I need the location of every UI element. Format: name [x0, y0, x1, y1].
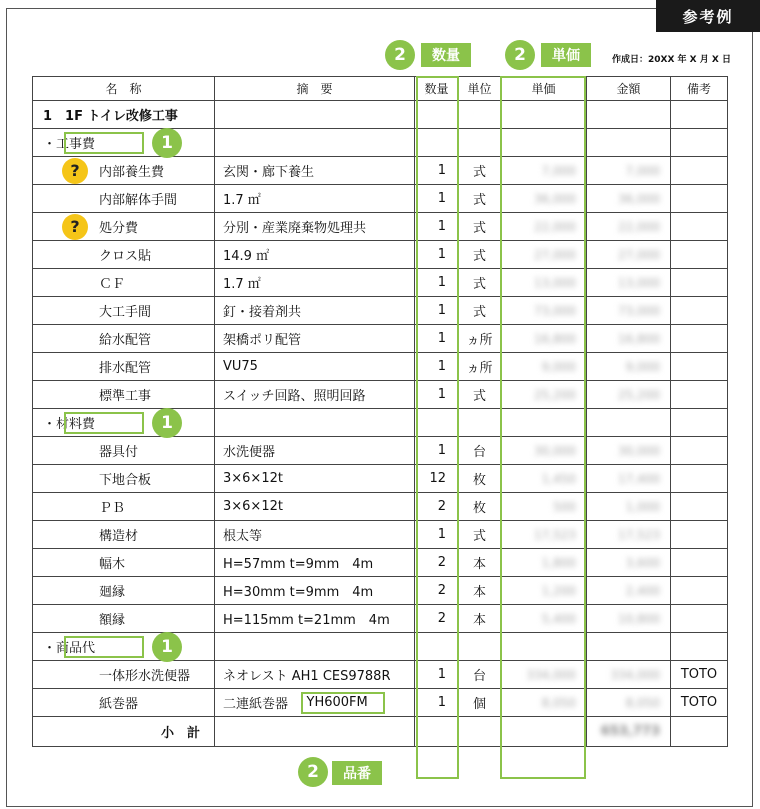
item-name: 下地合板: [33, 465, 215, 493]
callout-quantity-label: 数量: [421, 43, 471, 67]
item-name: 廻縁: [33, 577, 215, 605]
item-unit: 式: [459, 381, 501, 409]
item-amount: 13,000: [587, 269, 671, 297]
callout-1-icon: 1: [152, 632, 182, 662]
table-row: [33, 465, 728, 493]
item-description: スイッチ回路、照明回路: [215, 381, 415, 409]
item-remarks: [671, 465, 728, 493]
table-row: [33, 521, 728, 549]
item-description: H=115mm t=21mm 4m: [215, 605, 415, 633]
item-unit-price: 25,200: [501, 381, 587, 409]
item-unit: 本: [459, 605, 501, 633]
section-highlight: [64, 636, 144, 658]
product-number-highlight: YH600FM: [301, 692, 385, 714]
item-name: 大工手間: [33, 297, 215, 325]
table-row: [33, 269, 728, 297]
item-description: H=30mm t=9mm 4m: [215, 577, 415, 605]
item-quantity: 1: [415, 325, 459, 353]
item-remarks: [671, 185, 728, 213]
item-unit: 式: [459, 213, 501, 241]
item-remarks: [671, 521, 728, 549]
item-quantity: 1: [415, 381, 459, 409]
item-unit: 台: [459, 661, 501, 689]
item-quantity: 1: [415, 269, 459, 297]
item-description: 3×6×12t: [215, 465, 415, 493]
empty-cell: [587, 633, 671, 661]
item-remarks: [671, 577, 728, 605]
item-quantity: 1: [415, 213, 459, 241]
project-title: 1 1F トイレ改修工事: [33, 101, 215, 129]
item-quantity: 1: [415, 185, 459, 213]
item-description: ネオレスト AH1 CES9788R: [215, 661, 415, 689]
item-amount: 334,000: [587, 661, 671, 689]
callout-1-icon: 1: [152, 128, 182, 158]
item-remarks: [671, 549, 728, 577]
item-name: 内部養生費: [33, 157, 215, 185]
subtotal-row: [33, 717, 728, 747]
item-amount: 1,000: [587, 493, 671, 521]
item-quantity: 2: [415, 577, 459, 605]
item-remarks: [671, 353, 728, 381]
item-name: 排水配管: [33, 353, 215, 381]
empty-cell: [215, 633, 415, 661]
section-highlight: [64, 132, 144, 154]
callout-1-icon: 1: [152, 408, 182, 438]
item-unit-price: 500: [501, 493, 587, 521]
header-remarks: 備考: [671, 77, 728, 101]
reference-example-tag: 参考例: [656, 0, 760, 32]
item-name: クロス貼: [33, 241, 215, 269]
empty-cell: [587, 129, 671, 157]
item-unit: 式: [459, 185, 501, 213]
table-row: [33, 185, 728, 213]
empty-cell: [215, 129, 415, 157]
table-row: [33, 437, 728, 465]
item-unit: 枚: [459, 465, 501, 493]
callout-product-no-label: 品番: [332, 761, 382, 785]
item-unit: 本: [459, 549, 501, 577]
item-unit: 本: [459, 577, 501, 605]
item-amount: 17,400: [587, 465, 671, 493]
item-unit-price: 73,000: [501, 297, 587, 325]
item-amount: 16,800: [587, 325, 671, 353]
item-description: 玄関・廊下養生: [215, 157, 415, 185]
item-unit-price: 1,200: [501, 577, 587, 605]
table-row: [33, 549, 728, 577]
item-name: 額縁: [33, 605, 215, 633]
item-remarks: [671, 241, 728, 269]
callout-2-unit-price-icon: 2: [505, 40, 535, 70]
item-name: 一体形水洗便器: [33, 661, 215, 689]
item-amount: 8,050: [587, 689, 671, 717]
item-unit: 式: [459, 241, 501, 269]
item-amount: 36,000: [587, 185, 671, 213]
table-row: [33, 213, 728, 241]
item-amount: 30,000: [587, 437, 671, 465]
item-remarks: [671, 157, 728, 185]
header-unit-price: 単価: [501, 77, 587, 101]
item-description: 1.7 ㎡: [215, 269, 415, 297]
item-unit-price: 9,000: [501, 353, 587, 381]
item-name: 構造材: [33, 521, 215, 549]
callout-2-quantity-icon: 2: [385, 40, 415, 70]
item-description: 釘・接着剤共: [215, 297, 415, 325]
item-amount: 17,523: [587, 521, 671, 549]
item-quantity: 1: [415, 297, 459, 325]
item-unit: 式: [459, 521, 501, 549]
item-unit-price: 334,000: [501, 661, 587, 689]
item-unit: ヵ所: [459, 353, 501, 381]
item-quantity: 2: [415, 605, 459, 633]
item-name: 標準工事: [33, 381, 215, 409]
item-quantity: 1: [415, 661, 459, 689]
section-highlight: [64, 412, 144, 434]
item-quantity: 1: [415, 353, 459, 381]
section-title: ・材料費: [33, 409, 215, 437]
item-remarks: [671, 325, 728, 353]
table-row: [33, 353, 728, 381]
item-name: 内部解体手間: [33, 185, 215, 213]
item-name: 幅木: [33, 549, 215, 577]
item-remarks: [671, 381, 728, 409]
empty-cell: [215, 717, 415, 747]
empty-cell: [459, 633, 501, 661]
item-unit-price: 22,000: [501, 213, 587, 241]
empty-cell: [671, 409, 728, 437]
item-name: ＰＢ: [33, 493, 215, 521]
item-unit-price: 5,400: [501, 605, 587, 633]
item-remarks: [671, 297, 728, 325]
empty-cell: [459, 409, 501, 437]
item-description: 分別・産業廃棄物処理共: [215, 213, 415, 241]
item-remarks: [671, 269, 728, 297]
item-amount: 9,000: [587, 353, 671, 381]
item-description: 架橋ポリ配管: [215, 325, 415, 353]
table-row: [33, 157, 728, 185]
header-name: 名 称: [33, 77, 215, 101]
table-row: [33, 661, 728, 689]
project-row: [33, 101, 728, 129]
item-description: H=57mm t=9mm 4m: [215, 549, 415, 577]
item-description: 1.7 ㎡: [215, 185, 415, 213]
item-name: 処分費: [33, 213, 215, 241]
item-remarks: [671, 605, 728, 633]
empty-cell: [671, 129, 728, 157]
item-unit-price: 1,800: [501, 549, 587, 577]
item-quantity: 2: [415, 493, 459, 521]
item-quantity: 12: [415, 465, 459, 493]
item-description: 14.9 ㎡: [215, 241, 415, 269]
section-title: ・工事費: [33, 129, 215, 157]
item-quantity: 1: [415, 157, 459, 185]
item-unit-price: 36,000: [501, 185, 587, 213]
item-unit-price: 1,450: [501, 465, 587, 493]
item-name: 紙巻器: [33, 689, 215, 717]
item-description-text: 二連紙巻器: [223, 697, 289, 712]
item-unit: 式: [459, 157, 501, 185]
item-remarks: [671, 493, 728, 521]
empty-cell: [459, 717, 501, 747]
item-unit: 式: [459, 297, 501, 325]
item-amount: 73,000: [587, 297, 671, 325]
item-unit-price: 17,523: [501, 521, 587, 549]
item-quantity: 1: [415, 521, 459, 549]
item-unit-price: 30,000: [501, 437, 587, 465]
table-header-row: [33, 77, 728, 101]
table-row: [33, 381, 728, 409]
item-unit: 枚: [459, 493, 501, 521]
item-remarks: [671, 213, 728, 241]
item-unit-price: 16,800: [501, 325, 587, 353]
item-quantity: 1: [415, 437, 459, 465]
item-remarks: [671, 437, 728, 465]
item-unit-price: 13,000: [501, 269, 587, 297]
item-quantity: 1: [415, 241, 459, 269]
item-quantity: 1: [415, 689, 459, 717]
subtotal-amount: 653,773: [587, 717, 671, 747]
item-unit-price: 27,000: [501, 241, 587, 269]
table-row: [33, 605, 728, 633]
table-row: [33, 493, 728, 521]
question-icon: ?: [62, 158, 88, 184]
table-row: [33, 577, 728, 605]
header-unit: 単位: [459, 77, 501, 101]
header-amount: 金額: [587, 77, 671, 101]
empty-cell: [587, 409, 671, 437]
item-remarks: TOTO: [671, 689, 728, 717]
item-name: 器具付: [33, 437, 215, 465]
item-amount: 22,000: [587, 213, 671, 241]
item-amount: 3,600: [587, 549, 671, 577]
item-amount: 2,400: [587, 577, 671, 605]
item-name: 給水配管: [33, 325, 215, 353]
question-icon: ?: [62, 214, 88, 240]
table-row: [33, 241, 728, 269]
item-unit: 個: [459, 689, 501, 717]
item-unit-price: 7,000: [501, 157, 587, 185]
table-row: [33, 297, 728, 325]
subtotal-label: 小 計: [33, 717, 215, 747]
item-quantity: 2: [415, 549, 459, 577]
section-title: ・商品代: [33, 633, 215, 661]
header-description: 摘 要: [215, 77, 415, 101]
item-unit: 台: [459, 437, 501, 465]
empty-cell: [671, 633, 728, 661]
item-description: 根太等: [215, 521, 415, 549]
item-remarks: TOTO: [671, 661, 728, 689]
empty-cell: [215, 409, 415, 437]
item-unit: ヵ所: [459, 325, 501, 353]
item-description: VU75: [215, 353, 415, 381]
item-unit: 式: [459, 269, 501, 297]
empty-cell: [671, 717, 728, 747]
header-quantity: 数量: [415, 77, 459, 101]
creation-date: 作成日：20XX 年 X 月 X 日: [612, 55, 731, 65]
quantity-column-highlight: [416, 76, 459, 779]
item-amount: 7,000: [587, 157, 671, 185]
item-amount: 25,200: [587, 381, 671, 409]
item-amount: 10,800: [587, 605, 671, 633]
table-row: [33, 325, 728, 353]
item-description: 3×6×12t: [215, 493, 415, 521]
empty-cell: [459, 129, 501, 157]
item-name: ＣＦ: [33, 269, 215, 297]
callout-2-product-no-icon: 2: [298, 757, 328, 787]
item-amount: 27,000: [587, 241, 671, 269]
unit-price-column-highlight: [500, 76, 586, 779]
callout-unit-price-label: 単価: [541, 43, 591, 67]
item-description: 水洗便器: [215, 437, 415, 465]
item-unit-price: 8,050: [501, 689, 587, 717]
